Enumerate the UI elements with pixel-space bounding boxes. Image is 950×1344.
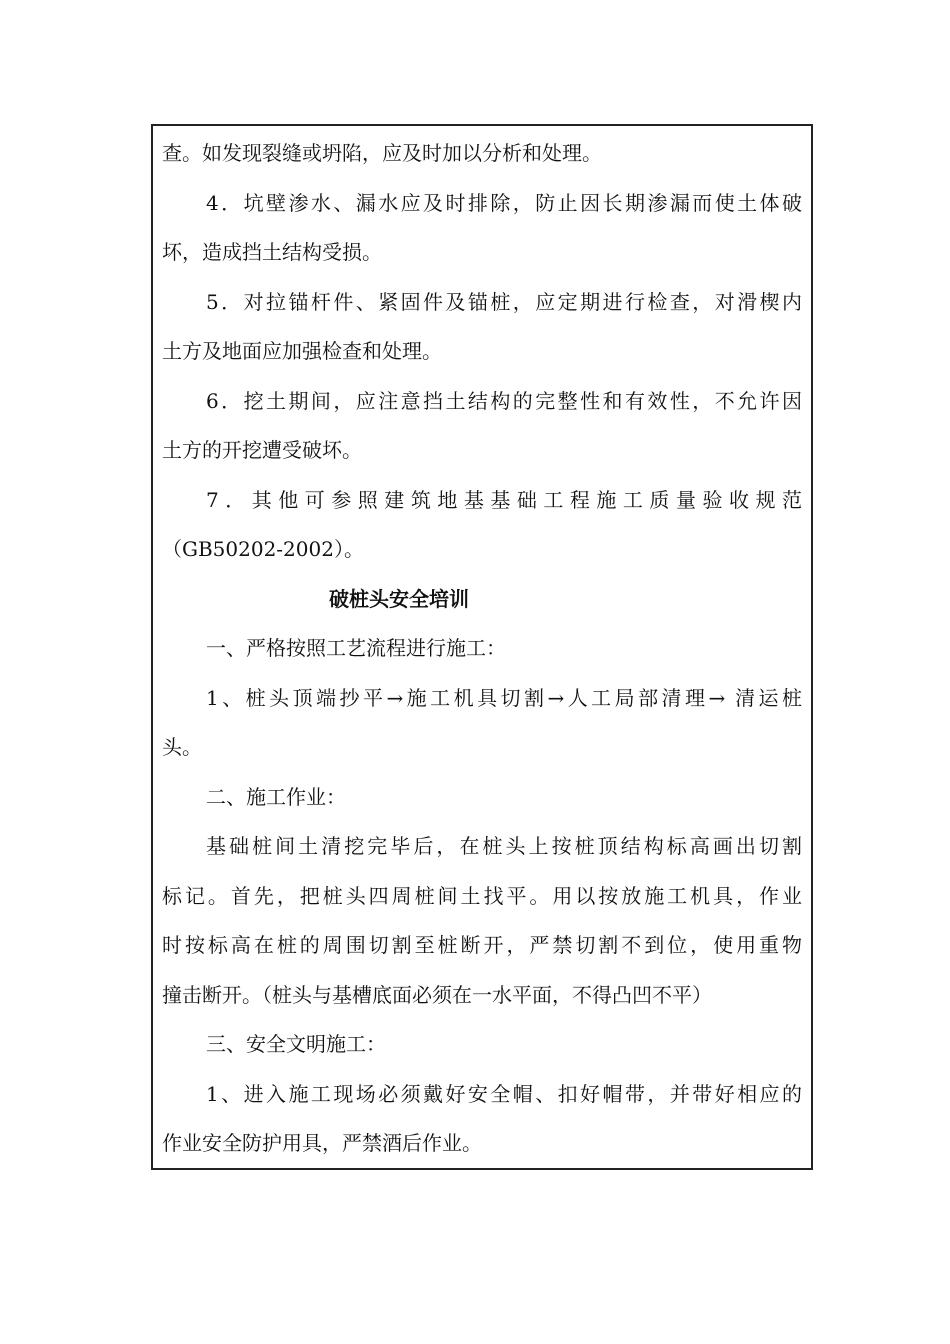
text-line: 1、桩头顶端抄平→施工机具切割→人工局部清理→ 清运桩: [206, 685, 802, 710]
text-line: 标记。首先，把桩头四周桩间土找平。用以按放施工机具，作业: [162, 883, 802, 908]
text-line: （GB50202-2002）。: [162, 537, 364, 561]
text-line: 1、进入施工现场必须戴好安全帽、扣好帽带，并带好相应的: [206, 1081, 802, 1106]
text-line: 作业安全防护用具，严禁酒后作业。: [162, 1131, 482, 1155]
text-line: 时按标高在桩的周围切割至桩断开，严禁切割不到位，使用重物: [162, 933, 802, 957]
text-line: 土方及地面应加强检查和处理。: [162, 339, 442, 363]
text-line: 一、严格按照工艺流程进行施工：: [206, 636, 506, 660]
text-line: 撞击断开。（桩头与基槽底面必须在一水平面，不得凸凹不平）: [162, 982, 712, 1007]
text-line: 二、施工作业：: [206, 784, 346, 809]
section-heading: 破桩头安全培训: [329, 586, 469, 611]
text-line: 4．坑壁渗水、漏水应及时排除，防止因长期渗漏而使土体破: [206, 190, 802, 215]
text-line: 坏，造成挡土结构受损。: [162, 240, 382, 264]
text-line: 查。如发现裂缝或坍陷，应及时加以分析和处理。: [162, 141, 602, 165]
text-line: 头。: [162, 735, 202, 759]
document-body: [162, 129, 802, 1169]
text-line: 5．对拉锚杆件、紧固件及锚桩，应定期进行检查，对滑楔内: [206, 289, 802, 314]
text-line: 基础桩间土清挖完毕后，在桩头上按桩顶结构标高画出切割: [206, 834, 802, 858]
text-line: 7．其他可参照建筑地基基础工程施工质量验收规范: [206, 487, 802, 512]
text-line: 6．挖土期间，应注意挡土结构的完整性和有效性，不允许因: [206, 388, 802, 413]
text-line: 三、安全文明施工：: [206, 1032, 386, 1056]
document-frame: [151, 124, 813, 1170]
text-line: 土方的开挖遭受破坏。: [162, 438, 362, 462]
